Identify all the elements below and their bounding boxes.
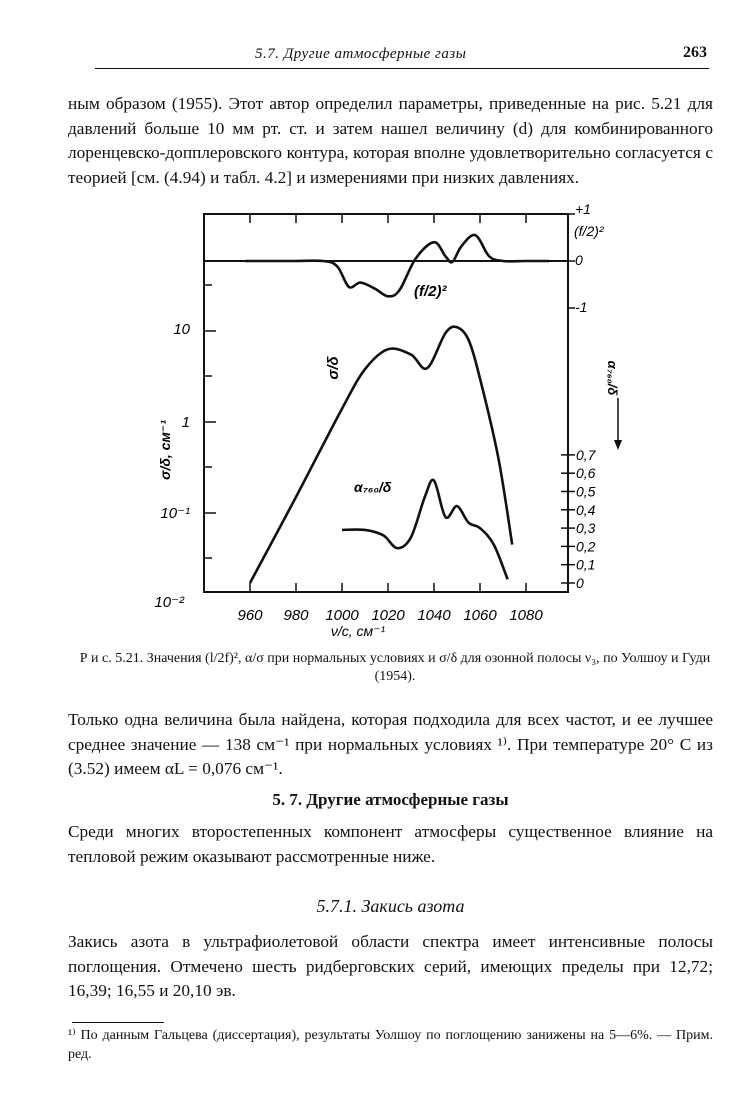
alpha-tick-label: 0 — [576, 575, 584, 591]
f2-tick-label: 0 — [575, 252, 583, 268]
y-tick-label: 1 — [181, 414, 190, 431]
right-axis-arrow-head — [614, 440, 622, 450]
page-number: 263 — [683, 44, 707, 61]
x-tick-label: 960 — [237, 607, 263, 624]
label-f2: (f/2)² — [414, 283, 447, 300]
figure-caption: Р и с. 5.21. Значения (l/2f)², α/σ при нормальных условиях и σ/δ для озонной полосы ν₃, по Уолшоу и Гуди (1954). — [79, 651, 711, 684]
series-f2-curve — [245, 235, 549, 296]
y-tick-label: 10⁻² — [154, 594, 184, 611]
x-tick-label: 1000 — [325, 607, 359, 624]
y-tick-label: 10 — [173, 321, 190, 338]
paragraph-nitrous-oxide: Закись азота в ультрафиолетовой области спектра имеет интенсивные полосы поглощения. Отмечено шесть ридберговских серий, имеющих пределы при 12,72; 16,39; 16,55 и 20,10 эв. — [68, 932, 713, 1000]
alpha-tick-label: 0,3 — [576, 520, 596, 537]
paragraph-section-intro: Среди многих второстепенных компонент атмосферы существенное влияние на тепловой режим оказывают рассмотренные ниже. — [68, 822, 713, 866]
x-axis-label: ν/c, см⁻¹ — [330, 623, 386, 639]
f2-tick-label: -1 — [575, 299, 588, 315]
plot-frame — [204, 214, 568, 592]
right-axis-top-label: (f/2)² — [574, 223, 604, 239]
x-tick-label: 980 — [283, 607, 309, 624]
label-sigma-delta: σ/δ — [325, 356, 342, 380]
series-sigma-delta-curve — [250, 327, 512, 583]
x-tick-label: 1040 — [417, 607, 451, 624]
paragraph-intro: ным образом (1955). Этот автор определил параметры, приведенные на рис. 5.21 для давлений больше 10 мм рт. ст. и затем нашел величину (d) для комбинированного лоренцевско-допплеровского контура, которая вполне удовлетворительно согласуется с теорией [см. (4.94) и табл. 4.2] и измерениями при низких давлениях. — [68, 94, 713, 187]
alpha-tick-label: 0,2 — [576, 538, 596, 555]
footnote: ¹⁾ По данным Гальцева (диссертация), результаты Уолшоу по поглощению занижены на 5—6%. — Прим. ред. — [68, 1028, 713, 1062]
subsection-heading: 5.7.1. Закись азота — [316, 896, 465, 916]
alpha-tick-label: 0,7 — [576, 446, 596, 463]
f2-tick-label: +1 — [575, 201, 591, 217]
footnote-rule — [72, 1022, 164, 1023]
x-tick-label: 1080 — [509, 607, 543, 624]
alpha-tick-label: 0,4 — [576, 501, 596, 518]
paragraph-result: Только одна величина была найдена, которая подходила для всех частот, и ее лучшее среднее значение — 138 см⁻¹ при нормальных условиях ¹⁾. При температуре 20° С из (3.52) имеем αL = 0,076 см⁻¹. — [68, 710, 713, 778]
alpha-tick-label: 0,1 — [576, 556, 596, 573]
x-tick-label: 1020 — [371, 607, 405, 624]
left-axis-label: σ/δ, см⁻¹ — [157, 420, 173, 480]
right-axis-bottom-label: α₇₆₀/δ — [605, 360, 620, 396]
alpha-tick-label: 0,5 — [576, 483, 596, 500]
section-heading: 5. 7. Другие атмосферные газы — [272, 790, 509, 809]
x-tick-label: 1060 — [463, 607, 497, 624]
y-tick-label: 10⁻¹ — [160, 505, 190, 522]
alpha-tick-label: 0,6 — [576, 465, 596, 482]
running-title: 5.7. Другие атмосферные газы — [255, 46, 467, 62]
label-alpha760: α₇₆₀/δ — [354, 479, 392, 495]
